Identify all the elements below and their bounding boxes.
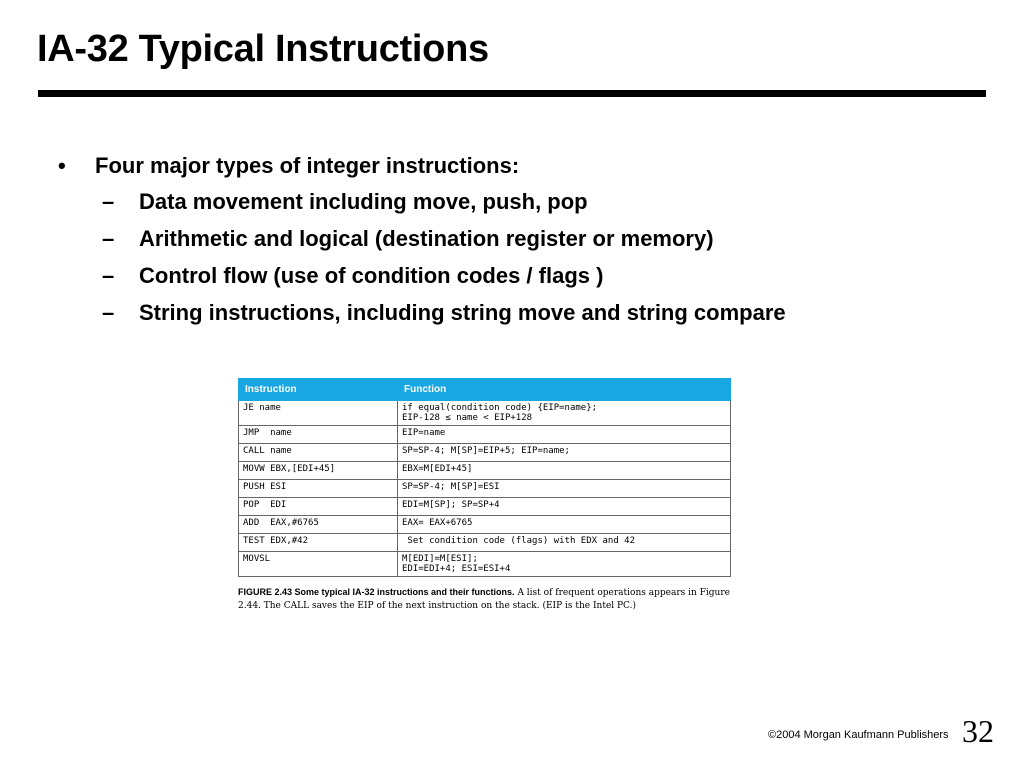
main-bullet-text: Four major types of integer instructions: bbox=[95, 153, 520, 178]
sub-bullet-text: Control flow (use of condition codes / flags ) bbox=[139, 263, 604, 288]
table-row bbox=[239, 498, 731, 516]
copyright-notice: ©2004 Morgan Kaufmann Publishers bbox=[768, 729, 949, 741]
instruction-cell: MOVW EBX,[EDI+45] bbox=[239, 462, 398, 480]
instruction-figure bbox=[238, 378, 730, 613]
sub-bullet-text: String instructions, including string move and string compare bbox=[139, 300, 786, 325]
sub-bullet-text: Arithmetic and logical (destination register or memory) bbox=[139, 226, 714, 251]
function-cell: EDI=M[SP]; SP=SP+4 bbox=[398, 498, 731, 516]
column-header-instruction: Instruction bbox=[239, 379, 398, 401]
instruction-cell: CALL name bbox=[239, 444, 398, 462]
table-row bbox=[239, 462, 731, 480]
table-row bbox=[239, 480, 731, 498]
title-divider bbox=[38, 90, 986, 97]
function-cell: Set condition code (flags) with EDX and 42 bbox=[398, 534, 731, 552]
table-row bbox=[239, 516, 731, 534]
table-row bbox=[239, 444, 731, 462]
instruction-cell: POP EDI bbox=[239, 498, 398, 516]
function-cell: EBX=M[EDI+45] bbox=[398, 462, 731, 480]
instruction-cell: PUSH ESI bbox=[239, 480, 398, 498]
table-header-row bbox=[239, 379, 731, 401]
instruction-cell: JE name bbox=[239, 401, 398, 426]
dash-mark: – bbox=[102, 300, 115, 325]
instruction-cell: ADD EAX,#6765 bbox=[239, 516, 398, 534]
instruction-cell: JMP name bbox=[239, 426, 398, 444]
dash-mark: – bbox=[102, 189, 115, 214]
dash-mark: – bbox=[102, 263, 115, 288]
caption-label: FIGURE 2.43 Some typical IA-32 instructions and their functions. bbox=[238, 587, 515, 597]
dash-mark: – bbox=[102, 226, 115, 251]
column-header-function: Function bbox=[398, 379, 731, 401]
page-number: 32 bbox=[962, 713, 994, 749]
function-cell: SP=SP-4; M[SP]=ESI bbox=[398, 480, 731, 498]
instruction-table bbox=[238, 378, 731, 577]
instruction-cell: TEST EDX,#42 bbox=[239, 534, 398, 552]
instruction-cell: MOVSL bbox=[239, 552, 398, 577]
function-cell: if equal(condition code) {EIP=name}; EIP-128 ≤ name < EIP+128 bbox=[398, 401, 731, 426]
table-row bbox=[239, 426, 731, 444]
slide-title: IA-32 Typical Instructions bbox=[37, 28, 489, 70]
figure-caption bbox=[238, 586, 730, 613]
function-cell: M[EDI]=M[ESI]; EDI=EDI+4; ESI=ESI+4 bbox=[398, 552, 731, 577]
function-cell: SP=SP-4; M[SP]=EIP+5; EIP=name; bbox=[398, 444, 731, 462]
table-row bbox=[239, 534, 731, 552]
function-cell: EAX= EAX+6765 bbox=[398, 516, 731, 534]
caption-text: A list of frequent operations appears in Figure 2.44. The CALL saves the EIP of the next instruction on the stack. (EIP is the Intel PC.) bbox=[238, 588, 730, 611]
function-cell: EIP=name bbox=[398, 426, 731, 444]
table-row bbox=[239, 552, 731, 577]
sub-bullet-text: Data movement including move, push, pop bbox=[139, 189, 588, 214]
table-row bbox=[239, 401, 731, 426]
bullet-mark: • bbox=[58, 153, 66, 178]
